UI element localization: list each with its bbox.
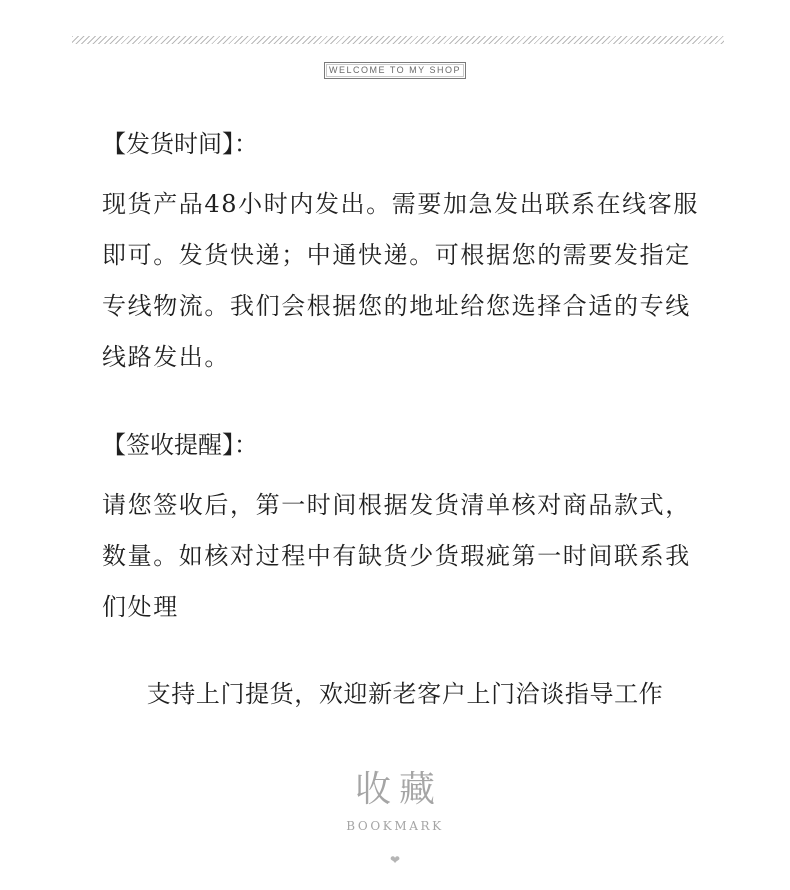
receipt-reminder-text: 请您签收后，第一时间根据发货清单核对商品款式，数量。如核对过程中有缺货少货瑕疵第一时间联系我们处理 <box>102 491 691 621</box>
shipping-time-text: 现货产品48小时内发出。需要加急发出联系在线客服即可。发货快递；中通快递。可根据您的需要发指定专线物流。我们会根据您的地址给您选择合适的专线线路发出。 <box>102 190 699 371</box>
welcome-label: WELCOME TO MY SHOP <box>324 62 466 79</box>
pickup-notice: 支持上门提货，欢迎新老客户上门洽谈指导工作 <box>146 680 664 708</box>
receipt-reminder-heading: 【签收提醒】： <box>102 431 258 459</box>
bookmark-block[interactable] <box>0 766 790 868</box>
heart-icon: ❤ <box>389 853 401 867</box>
welcome-banner <box>0 58 790 79</box>
shipping-time-section <box>102 129 702 383</box>
shipping-time-heading: 【发货时间】： <box>102 130 258 158</box>
top-hatched-divider <box>72 36 724 44</box>
bookmark-title-en: BOOKMARK <box>346 819 444 833</box>
bookmark-title-cn: 收藏 <box>354 769 443 810</box>
receipt-reminder-section <box>102 430 702 633</box>
